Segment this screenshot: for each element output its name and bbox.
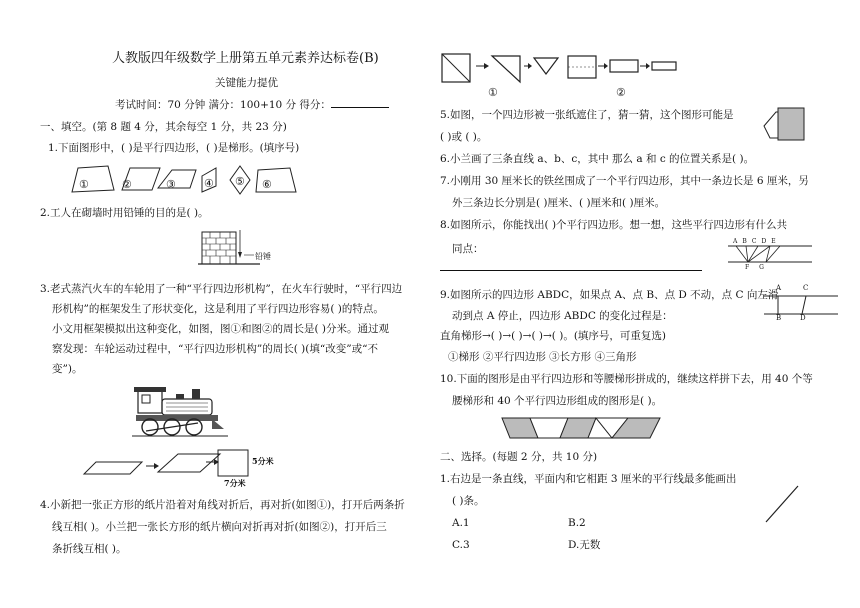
side-cd [802, 296, 806, 314]
small-triangle [534, 58, 558, 74]
q3-line4: 察发现：车轮运动过程中，“平行四边形机构”的周长( )(填“改变”或“不 [52, 343, 378, 355]
q3-line5: 变”)。 [52, 363, 83, 375]
q9-label-d: D [800, 314, 806, 322]
shape-label-2: ② [122, 178, 132, 191]
straight-line [766, 486, 798, 522]
s2-q1-line1: 1.右边是一条直线，平面内和它相距 3 厘米的平行线最多能画出 [440, 473, 737, 485]
q8-bottom-labels: FG [745, 264, 774, 271]
parallelogram-2 [158, 454, 220, 472]
q9-line3: 直角梯形→( )→( )→( )→( )。(填序号，可重复选) [440, 330, 667, 342]
option-a: A.1 [452, 517, 470, 529]
shape-label-5: ⑤ [235, 175, 245, 188]
cab-window [142, 395, 150, 403]
arrow-1-head [154, 463, 159, 469]
section1-heading: 一、填空。(第 8 题 4 分，其余每空 1 分，共 23 分) [40, 121, 287, 133]
q7-line2: 外三条边长分别是( )厘米、( )厘米和( )厘米。 [452, 197, 666, 209]
score-blank [331, 107, 389, 108]
q9-label-a: A [776, 284, 782, 292]
q10-tiling-figure [500, 416, 670, 442]
q2-text: 2.工人在砌墙时用铅锤的目的是( )。 [40, 207, 209, 219]
fold-label-1: ① [488, 86, 498, 99]
q9-line1: 9.如图所示的四边形 ABDC，如果点 A、点 B、点 D 不动，点 C 向左滑 [440, 289, 779, 301]
steam-train-figure [132, 385, 242, 445]
option-d: D.无数 [568, 539, 601, 551]
folding-figure [440, 52, 680, 88]
q8-answer-line [440, 256, 702, 271]
page-subtitle: 关键能力提优 [215, 77, 278, 89]
plumb-bob [238, 252, 242, 258]
q9-options: ①梯形 ②平行四边形 ③长方形 ④三角形 [448, 351, 637, 363]
triangle-fold [492, 56, 520, 82]
coupling-rod [146, 423, 198, 431]
q5-line2: ( )或 ( )。 [440, 131, 488, 143]
s2-q1-line-figure [764, 482, 804, 526]
shape-3 [158, 170, 196, 188]
q4-line3: 条折线互相( )。 [52, 543, 127, 555]
q9-label-c: C [803, 284, 809, 292]
wheel-3 [186, 419, 202, 435]
q8-line2: 同点： [452, 243, 484, 255]
shape-label-6: ⑥ [262, 178, 272, 191]
q10-line2: 腰梯形和 40 个平行四边形组成的图形是( )。 [452, 395, 663, 407]
wheel-1 [142, 419, 158, 435]
brick-wall [202, 232, 236, 264]
brick-wall-figure [198, 228, 308, 268]
fold-arrow-1-head [484, 63, 489, 69]
exam-info-text: 考试时间：70 分钟 满分：100+10 分 得分： [115, 99, 331, 111]
covered-quadrilateral-figure [762, 108, 812, 142]
q9-label-b: B [776, 314, 782, 322]
q8-top-labels: ABCDE [733, 238, 781, 245]
q6-text: 6.小兰画了三条直线 a、b、c，其中 那么 a 和 c 的位置关系是( )。 [440, 153, 755, 165]
label-5dm: 5分米 [252, 456, 274, 466]
shape-label-4: ④ [204, 177, 214, 190]
fold-arrow-4-head [646, 63, 650, 69]
label-7dm: 7分米 [224, 478, 246, 488]
fold-arrow-2-head [528, 63, 532, 69]
crossing-lines [736, 246, 780, 262]
shape-label-1: ① [79, 178, 89, 191]
cover-paper [778, 108, 804, 140]
cab-roof [134, 387, 166, 392]
shape-label-3: ③ [166, 178, 176, 191]
q3-line2: 形机构”的框架发生了形状变化，这是利用了平行四边形容易( )的特点。 [52, 303, 384, 315]
boiler-stripes [166, 403, 208, 411]
folded-strip [610, 60, 638, 72]
fold-arrow-3-head [604, 63, 608, 69]
section2-heading: 二、选择。(每题 2 分，共 10 分) [440, 451, 598, 463]
square-frame [218, 450, 248, 476]
s2-q1-line2: ( )条。 [452, 495, 485, 507]
option-c: C.3 [452, 539, 470, 551]
q4-line1: 4.小新把一张正方形的纸片沿着对角线对折后，再对折(如图①)，打开后两条折 [40, 499, 405, 511]
q5-line1: 5.如图，一个四边形被一张纸遮住了，猜一猜，这个图形可能是 [440, 109, 734, 121]
q9-line2: 动到点 A 停止，四边形 ABDC 的变化过程是： [452, 310, 673, 322]
page-title: 人教版四年级数学上册第五单元素养达标卷(B) [112, 51, 379, 66]
folded-strip-2 [652, 62, 676, 70]
parallelogram-1 [84, 462, 142, 474]
q3-line3: 小文用框架模拟出这种变化，如图，图①和图②的周长是( )分米。通过观 [52, 323, 390, 335]
dome [176, 394, 184, 399]
q4-line2: 线互相( )。小兰把一张长方形的纸片横向对折再对折(如图②)，打开后三 [52, 521, 387, 533]
smokestack [192, 389, 200, 399]
q8-line1: 8.如图所示，你能找出( )个平行四边形。想一想，这些平行四边形有什么共 [440, 219, 788, 231]
q3-line1: 3.老式蒸汽火车的车轮用了一种“平行四边形机构”，在火车行驶时，“平行四边 [40, 283, 403, 295]
option-b: B.2 [568, 517, 586, 529]
plumb-label: 铅锤 [255, 252, 271, 261]
fold-label-2: ② [616, 86, 626, 99]
q1-shapes-figure [70, 164, 310, 198]
q7-line1: 7.小刚用 30 厘米长的铁丝围成了一个平行四边形，其中一条边长是 6 厘米，另 [440, 175, 809, 187]
q10-line1: 10.下面的图形是由平行四边形和等腰梯形拼成的，继续这样拼下去，用 40 个等 [440, 373, 813, 385]
q1-text: 1.下面图形中，( )是平行四边形，( )是梯形。(填序号) [48, 142, 300, 154]
exam-info [115, 98, 389, 112]
